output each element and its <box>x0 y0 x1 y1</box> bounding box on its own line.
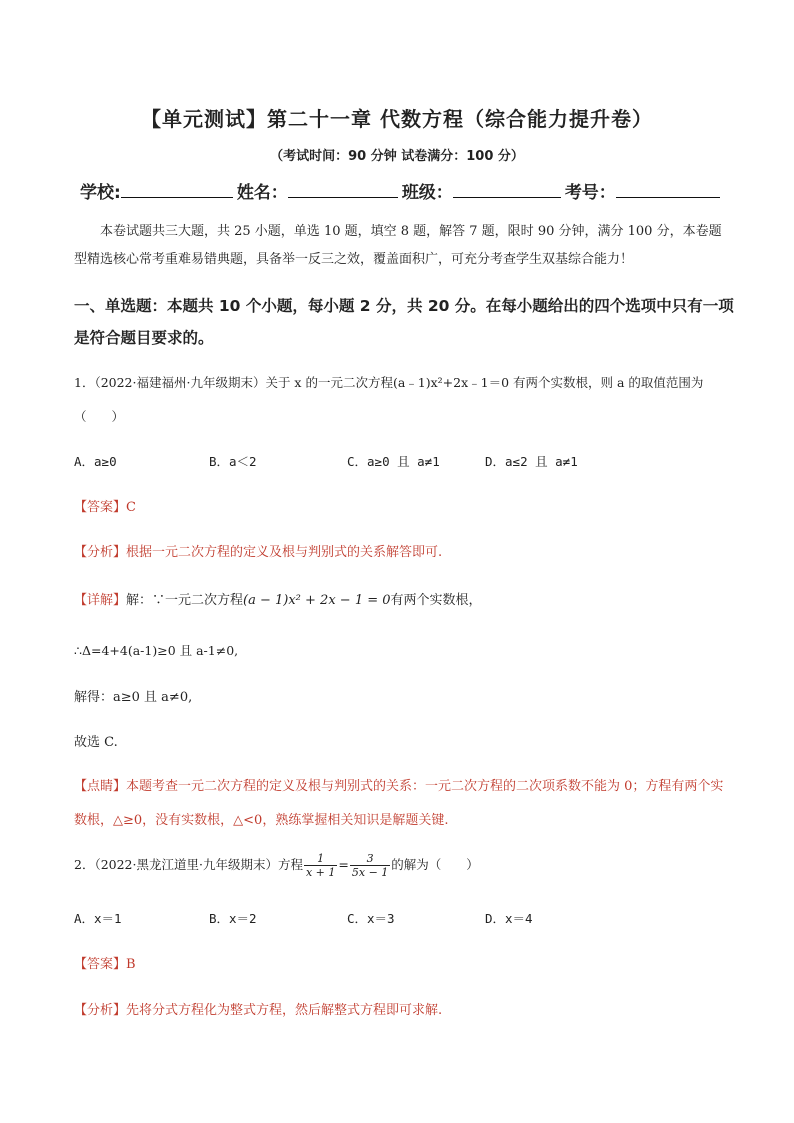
q2-fraction-left <box>304 852 337 879</box>
q2-frac1-denominator: x + 1 <box>305 865 336 879</box>
name-field[interactable] <box>288 179 398 198</box>
student-info-row <box>80 178 724 203</box>
q2-equals: = <box>338 857 349 872</box>
q2-option-d: D．x＝4 <box>485 911 533 926</box>
detail-suffix: 有两个实数根， <box>390 593 482 608</box>
q1-option-b: B．a＜2 <box>209 454 257 469</box>
section-heading: 一、单选题：本题共 10 个小题，每小题 2 分，共 20 分。在每小题给出的四个选项中只有一项是符合题目要求的。 <box>74 297 734 347</box>
comment-text: 本题考查一元二次方程的定义及根与判别式的关系：一元二次方程的二次项系数不能为 0；方程有两个实数根，△≥0，没有实数根，△<0，熟练掌握相关知识是解题关键. <box>74 779 724 828</box>
detail-equation: (a − 1)x² + 2x − 1 = 0 <box>243 593 391 608</box>
answer-value: C <box>126 500 136 515</box>
exam-no-field[interactable] <box>616 179 720 198</box>
q2-fraction-right <box>350 852 390 879</box>
q2-frac2-denominator: 5x − 1 <box>351 865 389 879</box>
q1-step-1: ∴Δ=4+4(a-1)≥0 且 a-1≠0, <box>74 643 239 658</box>
question-2-stem <box>74 848 479 882</box>
q2-frac2-numerator: 3 <box>366 851 374 865</box>
detail-prefix: 解：∵一元二次方程 <box>126 593 244 608</box>
exam-no-label: 考号： <box>564 183 616 203</box>
q1-answer <box>74 496 136 515</box>
detail-tag: 【详解】 <box>74 593 127 608</box>
analysis-text: 先将分式方程化为整式方程，然后解整式方程即可求解. <box>126 1003 443 1018</box>
q2-frac1-numerator: 1 <box>317 851 325 865</box>
intro-paragraph: 本卷试题共三大题，共 25 小题，单选 10 题，填空 8 题，解答 7 题，限时 90 分钟，满分 100 分，本卷题型精选核心常考重难易错典题，具备举一反三之效，覆盖面积广，可充分考查学生双基综合能力！ <box>74 224 722 267</box>
page-title: 【单元测试】第二十一章 代数方程（综合能力提升卷） <box>141 107 653 131</box>
q2-analysis <box>74 999 442 1018</box>
analysis-text: 根据一元二次方程的定义及根与判别式的关系解答即可. <box>126 545 443 560</box>
q1-comment <box>74 770 734 838</box>
class-label: 班级： <box>401 183 453 203</box>
q1-step-3: 故选 C. <box>74 735 118 750</box>
answer-tag: 【答案】 <box>74 500 127 515</box>
q1-option-c: C．a≥0 且 a≠1 <box>347 454 440 469</box>
comment-tag: 【点睛】 <box>74 779 127 794</box>
q1-step-2: 解得：a≥0 且 a≠0, <box>74 690 193 705</box>
q1-detail <box>74 589 482 608</box>
question-1-stem: 1．（2022·福建福州·九年级期末）关于 x 的一元二次方程(a﹣1)x²+2x﹣1＝0 有两个实数根，则 a 的取值范围为（ ） <box>74 375 704 424</box>
q1-option-a: A．a≥0 <box>74 454 117 469</box>
analysis-tag: 【分析】 <box>74 545 127 560</box>
q1-analysis <box>74 541 442 560</box>
exam-subtitle: （考试时间：90 分钟 试卷满分：100 分） <box>270 149 524 164</box>
q2-option-c: C．x＝3 <box>347 911 395 926</box>
school-label: 学校: <box>80 183 121 203</box>
q2-answer <box>74 953 136 972</box>
q2-stem-prefix: 2．（2022·黑龙江道里·九年级期末）方程 <box>74 857 303 872</box>
q2-option-a: A．x＝1 <box>74 911 122 926</box>
q1-option-d: D．a≤2 且 a≠1 <box>485 454 578 469</box>
answer-tag: 【答案】 <box>74 957 127 972</box>
name-label: 姓名： <box>236 183 288 203</box>
class-field[interactable] <box>453 179 561 198</box>
analysis-tag: 【分析】 <box>74 1003 127 1018</box>
q2-option-b: B．x＝2 <box>209 911 257 926</box>
q2-stem-suffix: 的解为（ ） <box>391 857 479 872</box>
answer-value: B <box>126 957 136 972</box>
school-field[interactable] <box>121 179 233 198</box>
